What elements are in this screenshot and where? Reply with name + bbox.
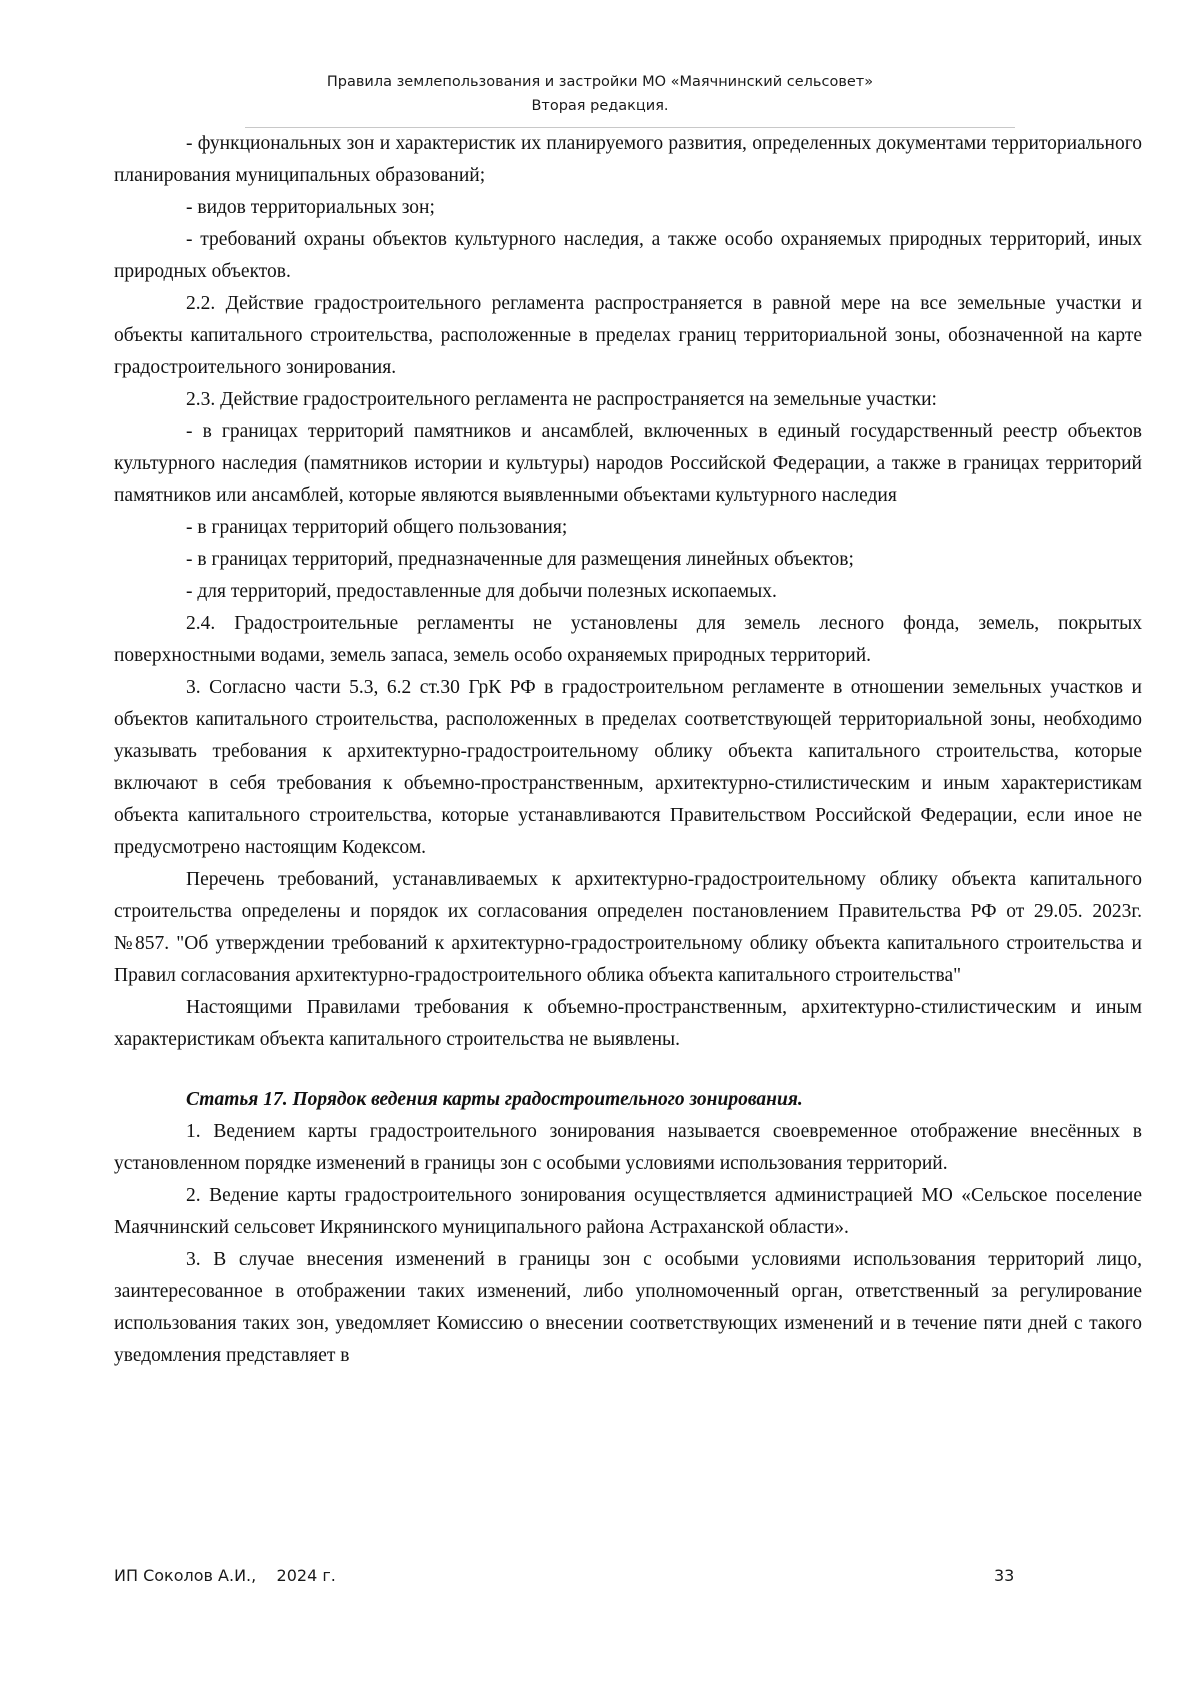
footer-author: ИП Соколов А.И., 2024 г. (114, 1566, 336, 1585)
header-title: Правила землепользования и застройки МО «Маячнинский сельсовет» (326, 74, 874, 90)
paragraph: 3. Согласно части 5.3, 6.2 ст.30 ГрК РФ в градостроительном регламенте в отношении земельных участков и объектов капитального строительства, расположенных в пределах соответствующей территориальной зоны, необходимо указывать требования к архитектурно-градостроительному облику объекта капитального строительства, которые включают в себя требования к объемно-пространственным, архитектурно-стилистическим и иным характеристикам объекта капитального строительства, которые устанавливаются Правительством Российской Федерации, если иное не предусмотрено настоящим Кодексом. (114, 677, 1142, 858)
paragraph: - видов территориальных зон; (186, 197, 435, 218)
paragraph: 2.4. Градостроительные регламенты не установлены для земель лесного фонда, земель, покрытых поверхностными водами, земель запаса, земель особо охраняемых природных территорий. (114, 613, 1142, 666)
paragraph: Перечень требований, устанавливаемых к архитектурно-градостроительному облику объекта капитального строительства определены и порядок их согласования определен постановлением Правительства РФ от 29.05. 2023г. №857. "Об утверждении требований к архитектурно-градостроительному облику объекта капитального строительства и Правил согласования архитектурно-градостроительного облика объекта капитального строительства" (114, 869, 1142, 986)
article-paragraph: 1. Ведением карты градостроительного зонирования называется своевременное отображение внесённых в установленном порядке изменений в границы зон с особыми условиями использования территорий. (114, 1121, 1142, 1174)
document-body (114, 128, 1142, 1372)
paragraph: Настоящими Правилами требования к объемно-пространственным, архитектурно-стилистическим и иным характеристикам объекта капитального строительства не выявлены. (114, 997, 1142, 1050)
header-subtitle: Вторая редакция. (531, 98, 669, 114)
paragraph: - требований охраны объектов культурного наследия, а также особо охраняемых природных территорий, иных природных объектов. (114, 229, 1142, 282)
paragraph: - в границах территорий, предназначенные для размещения линейных объектов; (186, 549, 854, 570)
article-heading: Статья 17. Порядок ведения карты градостроительного зонирования. (186, 1089, 803, 1110)
paragraph: 2.3. Действие градостроительного регламента не распространяется на земельные участки: (186, 389, 937, 410)
paragraph: - для территорий, предоставленные для добычи полезных ископаемых. (186, 581, 777, 602)
page-number: 33 (994, 1566, 1015, 1585)
paragraph: - функциональных зон и характеристик их планируемого развития, определенных документами территориального планирования муниципальных образований; (114, 133, 1142, 186)
page-header (0, 70, 1200, 118)
article-paragraph: 3. В случае внесения изменений в границы зон с особыми условиями использования территорий лицо, заинтересованное в отображении таких изменений, либо уполномоченный орган, ответственный за регулирование использования таких зон, уведомляет Комиссию о внесении соответствующих изменений и в течение пяти дней с такого уведомления представляет в (114, 1249, 1142, 1366)
article-paragraph: 2. Ведение карты градостроительного зонирования осуществляется администрацией МО «Сельское поселение Маячнинский сельсовет Икрянинского муниципального района Астраханской области». (114, 1185, 1142, 1238)
paragraph: - в границах территорий общего пользования; (186, 517, 568, 538)
paragraph: - в границах территорий памятников и ансамблей, включенных в единый государственный реестр объектов культурного наследия (памятников истории и культуры) народов Российской Федерации, а также в границах территорий памятников или ансамблей, которые являются выявленными объектами культурного наследия (114, 421, 1142, 506)
paragraph: 2.2. Действие градостроительного регламента распространяется в равной мере на все земельные участки и объекты капитального строительства, расположенные в пределах границ территориальной зоны, обозначенной на карте градостроительного зонирования. (114, 293, 1142, 378)
